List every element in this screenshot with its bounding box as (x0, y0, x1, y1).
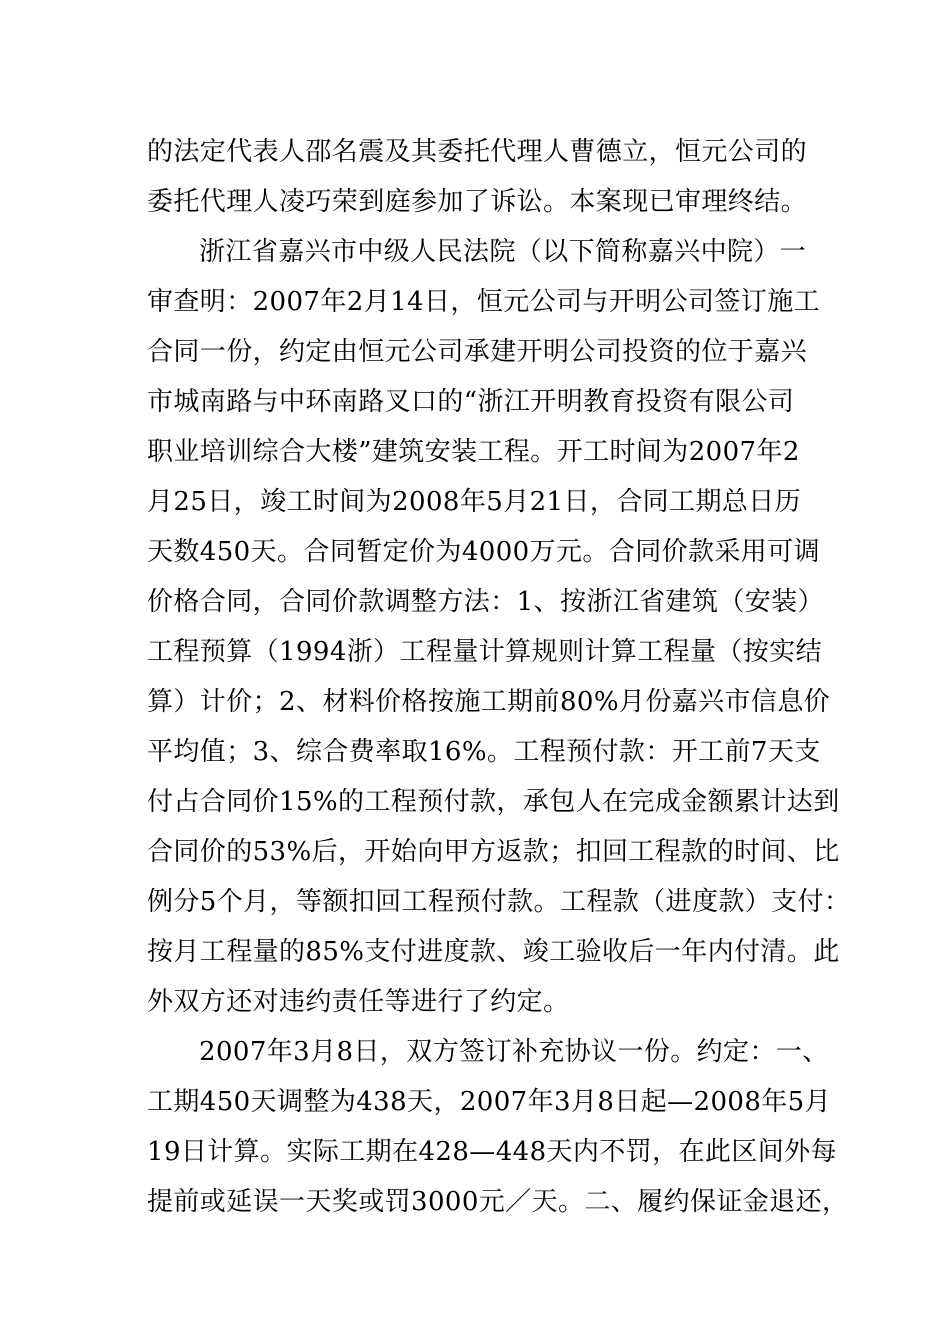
paragraph-start-line: 浙江省嘉兴市中级人民法院（以下简称嘉兴中院）一 (199, 237, 807, 267)
text-line: 按月工程量的85%支付进度款、竣工验收后一年内付清。此 (147, 937, 840, 967)
text-line: 提前或延误一天奖或罚3000元／天。二、履约保证金退还， (147, 1187, 849, 1217)
text-line: 委托代理人凌巧荣到庭参加了诉讼。本案现已审理终结。 (147, 187, 808, 217)
text-line: 合同一份，约定由恒元公司承建开明公司投资的位于嘉兴 (147, 337, 808, 367)
text-line: 月25日，竣工时间为2008年5月21日，合同工期总日历 (147, 487, 802, 517)
text-line: 平均值；3、综合费率取16%。工程预付款：开工前7天支 (147, 737, 821, 767)
text-line: 19日计算。实际工期在428—448天内不罚，在此区间外每 (147, 1137, 837, 1167)
text-line: 付占合同价15%的工程预付款，承包人在完成金额累计达到 (147, 787, 840, 817)
text-line: 市城南路与中环南路叉口的“浙江开明教育投资有限公司 (147, 387, 795, 417)
text-line: 天数450天。合同暂定价为4000万元。合同价款采用可调 (147, 537, 820, 567)
text-line: 职业培训综合大楼”建筑安装工程。开工时间为2007年2 (147, 437, 800, 467)
text-line: 外双方还对违约责任等进行了约定。 (147, 987, 570, 1017)
text-line: 的法定代表人邵名震及其委托代理人曹德立，恒元公司的 (147, 137, 808, 167)
text-line: 算）计价；2、材料价格按施工期前80%月份嘉兴市信息价 (147, 687, 831, 717)
text-line: 合同价的53%后，开始向甲方返款；扣回工程款的时间、比 (147, 837, 840, 867)
text-line: 审查明：2007年2月14日，恒元公司与开明公司签订施工 (147, 287, 820, 317)
text-line: 工程预算（1994浙）工程量计算规则计算工程量（按实结 (147, 637, 822, 667)
text-line: 工期450天调整为438天，2007年3月8日起—2008年5月 (147, 1087, 832, 1117)
paragraph-start-line: 2007年3月8日，双方签订补充协议一份。约定：一、 (199, 1037, 829, 1067)
text-line: 例分5个月，等额扣回工程预付款。工程款（进度款）支付： (147, 887, 851, 917)
text-line: 价格合同，合同价款调整方法：1、按浙江省建筑（安装） (147, 587, 824, 617)
